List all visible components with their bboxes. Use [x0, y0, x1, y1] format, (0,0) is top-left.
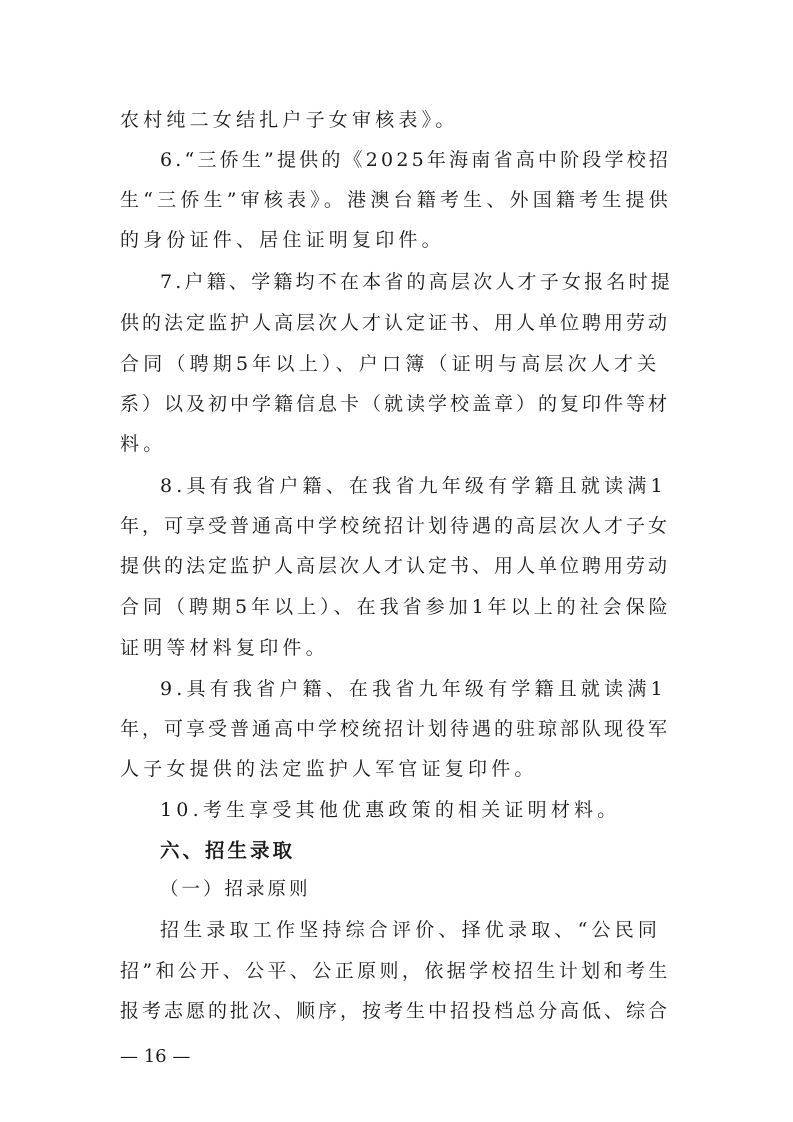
text-line: 招生录取工作坚持综合评价、择优录取、“公民同	[160, 919, 662, 941]
text-line: 年，可享受普通高中学校统招计划待遇的高层次人才子女	[120, 515, 671, 537]
text-line: 年，可享受普通高中学校统招计划待遇的驻琼部队现役军	[120, 718, 671, 740]
text-line: 提供的法定监护人高层次人才认定书、用人单位聘用劳动	[120, 555, 671, 577]
text-line: 6.“三侨生”提供的《2025年海南省高中阶段学校招	[160, 149, 672, 171]
text-line: 料。	[120, 433, 167, 455]
text-line: 系）以及初中学籍信息卡（就读学校盖章）的复印件等材	[120, 393, 671, 415]
section-heading: 六、招生录取	[160, 839, 296, 862]
text-line: 供的法定监护人高层次人才认定证书、用人单位聘用劳动	[120, 312, 671, 334]
text-line: 农村纯二女结扎户子女审核表》。	[120, 109, 459, 131]
text-line: 人子女提供的法定监护人军官证复印件。	[120, 758, 538, 780]
text-line: 的身份证件、居住证明复印件。	[120, 229, 445, 251]
text-line: 合同（聘期5年以上）、在我省参加1年以上的社会保险	[120, 596, 672, 618]
text-line: 8.具有我省户籍、在我省九年级有学籍且就读满1	[160, 475, 667, 497]
subsection-heading: （一）招录原则	[160, 879, 311, 900]
page-number: — 16 —	[120, 1046, 191, 1067]
text-line: 9.具有我省户籍、在我省九年级有学籍且就读满1	[160, 678, 667, 700]
text-line: 7.户籍、学籍均不在本省的高层次人才子女报名时提	[160, 271, 673, 293]
text-line: 生“三侨生”审核表》。港澳台籍考生、外国籍考生提供	[120, 189, 672, 211]
text-line: 报考志愿的批次、顺序，按考生中招投档总分高低、综合	[120, 1000, 671, 1022]
text-line: 招”和公开、公平、公正原则，依据学校招生计划和考生	[120, 960, 671, 982]
text-line: 合同（聘期5年以上）、户口簿（证明与高层次人才关	[120, 353, 661, 375]
text-line: 10.考生享受其他优惠政策的相关证明材料。	[160, 799, 621, 821]
text-line: 证明等材料复印件。	[120, 637, 329, 659]
